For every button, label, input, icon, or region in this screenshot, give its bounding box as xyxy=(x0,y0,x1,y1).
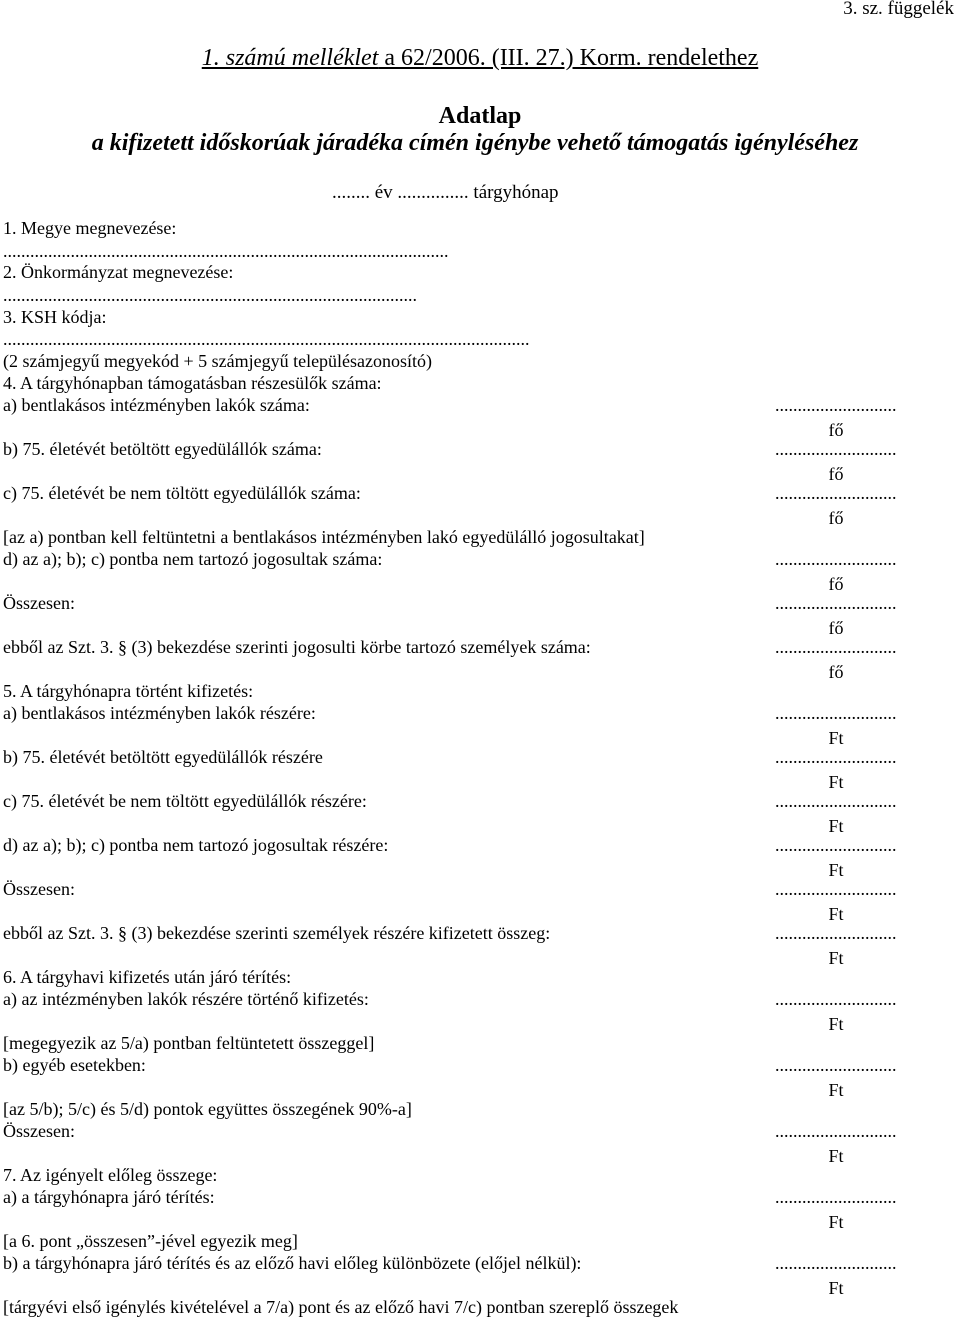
period-field: ........ év ............... tárgyhónap xyxy=(332,182,559,203)
fill-in-blank[interactable]: ........................... xyxy=(775,791,897,811)
fill-in-blank[interactable]: ........................... xyxy=(775,1253,897,1273)
form-line: [az 5/b); 5/c) és 5/d) pontok együttes összegének 90%-a] xyxy=(3,1099,412,1119)
unit-label: Ft xyxy=(828,860,844,880)
form-line: [tárgyévi első igénylés kivételével a 7/a) pont és az előző havi 7/c) pontban szereplő összegek xyxy=(3,1297,679,1317)
form-line: 6. A tárgyhavi kifizetés után járó térítés: xyxy=(3,967,292,987)
form-line: 7. Az igényelt előleg összege: xyxy=(3,1165,218,1185)
fill-in-blank[interactable]: ........................... xyxy=(775,747,897,767)
unit-label: Ft xyxy=(828,1080,844,1100)
unit-label: Ft xyxy=(828,1014,844,1034)
form-line: b) 75. életévét betöltött egyedülállók száma: xyxy=(3,439,322,459)
form-line: ............................................................................................ xyxy=(3,285,417,305)
form-line: ebből az Szt. 3. § (3) bekezdése szerinti személyek részére kifizetett összeg: xyxy=(3,923,551,943)
document-subtitle: a kifizetett időskorúak járadéka címén igénybe vehető támogatás igényléséhez xyxy=(91,130,859,156)
form-line: a) bentlakásos intézményben lakók részére: xyxy=(3,703,316,723)
fill-in-blank[interactable]: ........................... xyxy=(775,395,897,415)
unit-label: fő xyxy=(828,662,844,682)
form-line: 1. Megye megnevezése: xyxy=(3,218,177,238)
form-line: 4. A tárgyhónapban támogatásban részesülők száma: xyxy=(3,373,382,393)
fill-in-blank[interactable]: ........................... xyxy=(775,879,897,899)
fill-in-blank[interactable]: ........................... xyxy=(775,989,897,1009)
form-line: [megegyezik az 5/a) pontban feltüntetett összeggel] xyxy=(3,1033,375,1053)
form-line: b) 75. életévét betöltött egyedülállók részére xyxy=(3,747,323,767)
form-line: ..................................................................................................................... xyxy=(3,329,530,349)
form-line: a) bentlakásos intézményben lakók száma: xyxy=(3,395,310,415)
fill-in-blank[interactable]: ........................... xyxy=(775,637,897,657)
form-line: d) az a); b); c) pontba nem tartozó jogosultak száma: xyxy=(3,549,383,569)
unit-label: fő xyxy=(828,508,844,528)
unit-label: fő xyxy=(828,618,844,638)
fill-in-blank[interactable]: ........................... xyxy=(775,593,897,613)
fill-in-blank[interactable]: ........................... xyxy=(775,703,897,723)
annex-decree: a 62/2006. (III. 27.) Korm. rendelethez xyxy=(378,45,759,71)
form-line: c) 75. életévét be nem töltött egyedülállók részére: xyxy=(3,791,367,811)
unit-label: Ft xyxy=(828,772,844,792)
form-line: d) az a); b); c) pontba nem tartozó jogosultak részére: xyxy=(3,835,389,855)
annex-reference xyxy=(0,45,960,72)
unit-label: Ft xyxy=(828,948,844,968)
form-line: a) a tárgyhónapra járó térítés: xyxy=(3,1187,215,1207)
annex-number: 1. számú melléklet xyxy=(201,45,379,71)
form-line: Összesen: xyxy=(3,1121,75,1141)
document-title: Adatlap xyxy=(438,103,522,129)
form-line: b) egyéb esetekben: xyxy=(3,1055,146,1075)
form-line: [az a) pontban kell feltüntetni a bentlakásos intézményben lakó egyedülálló jogosultakat] xyxy=(3,527,645,547)
form-line: [a 6. pont „összesen”-jével egyezik meg] xyxy=(3,1231,298,1251)
unit-label: Ft xyxy=(828,904,844,924)
form-line: (2 számjegyű megyekód + 5 számjegyű településazonosító) xyxy=(3,351,433,371)
appendix-label: 3. sz. függelék xyxy=(843,0,954,19)
unit-label: Ft xyxy=(828,1278,844,1298)
form-line: ebből az Szt. 3. § (3) bekezdése szerinti jogosulti körbe tartozó személyek száma: xyxy=(3,637,591,657)
unit-label: fő xyxy=(828,574,844,594)
unit-label: Ft xyxy=(828,728,844,748)
fill-in-blank[interactable]: ........................... xyxy=(775,835,897,855)
form-line: 2. Önkormányzat megnevezése: xyxy=(3,262,234,282)
unit-label: fő xyxy=(828,464,844,484)
form-line: Összesen: xyxy=(3,593,75,613)
form-line: a) az intézményben lakók részére történő kifizetés: xyxy=(3,989,369,1009)
form-line: ................................................................................................... xyxy=(3,241,449,261)
fill-in-blank[interactable]: ........................... xyxy=(775,439,897,459)
unit-label: Ft xyxy=(828,816,844,836)
unit-label: fő xyxy=(828,420,844,440)
fill-in-blank[interactable]: ........................... xyxy=(775,1121,897,1141)
form-line: 5. A tárgyhónapra történt kifizetés: xyxy=(3,681,254,701)
unit-label: Ft xyxy=(828,1146,844,1166)
fill-in-blank[interactable]: ........................... xyxy=(775,1187,897,1207)
form-line: b) a tárgyhónapra járó térítés és az előző havi előleg különbözete (előjel nélkül): xyxy=(3,1253,582,1273)
fill-in-blank[interactable]: ........................... xyxy=(775,549,897,569)
form-line: Összesen: xyxy=(3,879,75,899)
unit-label: Ft xyxy=(828,1212,844,1232)
form-line: 3. KSH kódja: xyxy=(3,307,107,327)
form-line: c) 75. életévét be nem töltött egyedülállók száma: xyxy=(3,483,361,503)
fill-in-blank[interactable]: ........................... xyxy=(775,483,897,503)
fill-in-blank[interactable]: ........................... xyxy=(775,923,897,943)
fill-in-blank[interactable]: ........................... xyxy=(775,1055,897,1075)
